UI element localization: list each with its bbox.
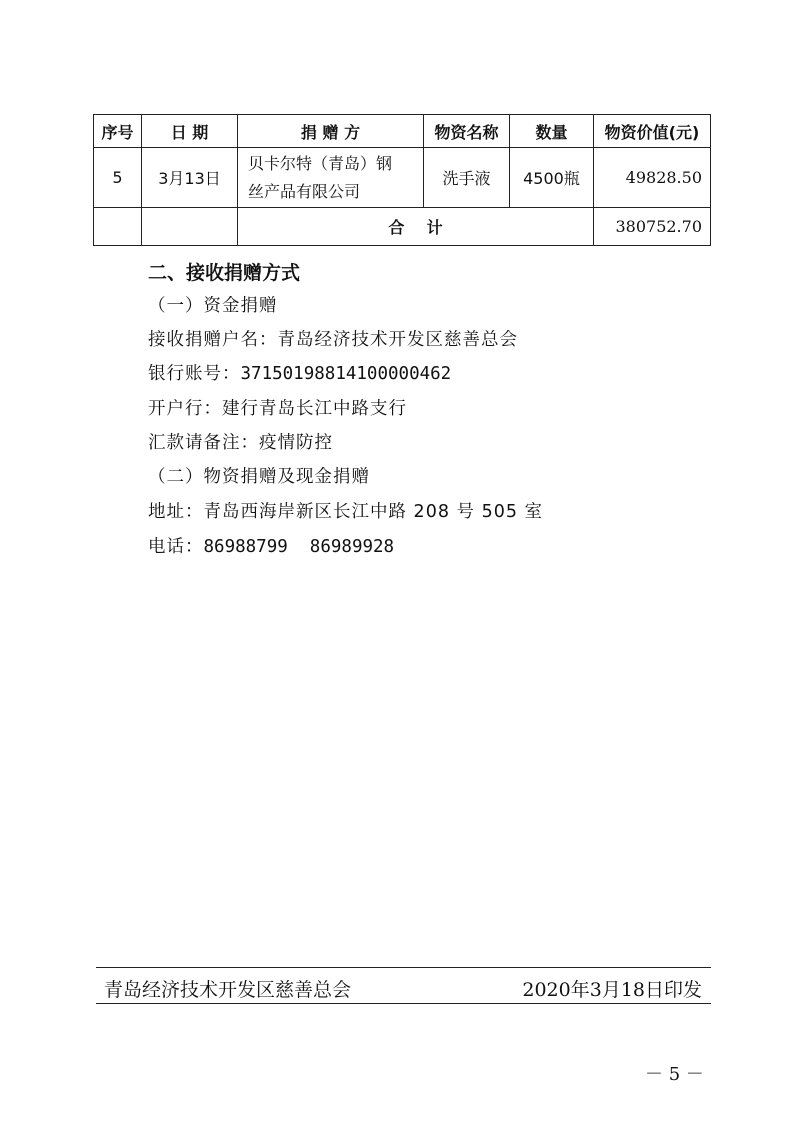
account-name-line: 接收捐赠户名：青岛经济技术开发区慈善总会 bbox=[148, 330, 518, 350]
header-quantity: 数量 bbox=[510, 115, 594, 148]
phone-label: 电话： bbox=[148, 537, 204, 557]
cell-item: 洗手液 bbox=[424, 148, 510, 208]
cell-value: 49828.50 bbox=[594, 148, 711, 208]
footer-organization: 青岛经济技术开发区慈善总会 bbox=[104, 979, 352, 1001]
cell-date: 3月13日 bbox=[142, 148, 238, 208]
page-number: － 5 － bbox=[645, 1064, 704, 1085]
remittance-note-line: 汇款请备注：疫情防控 bbox=[148, 433, 333, 453]
footer-issue-date: 2020年3月18日印发 bbox=[522, 979, 702, 1001]
footer-top-rule bbox=[96, 967, 711, 968]
total-empty-cell bbox=[94, 208, 142, 246]
bank-line: 开户行：建行青岛长江中路支行 bbox=[148, 399, 407, 419]
phone-number: 86988799 bbox=[203, 537, 288, 557]
donation-table bbox=[93, 114, 711, 246]
header-date: 日 期 bbox=[142, 115, 238, 148]
section-heading: 二、接收捐赠方式 bbox=[148, 262, 301, 284]
bank-account-line bbox=[148, 360, 451, 385]
donor-line: 丝产品有限公司 bbox=[248, 181, 361, 201]
header-donor: 捐 赠 方 bbox=[238, 115, 424, 148]
cell-donor bbox=[238, 148, 424, 208]
header-value: 物资价值(元) bbox=[594, 115, 711, 148]
table-row bbox=[94, 148, 711, 208]
phone-number: 86989928 bbox=[309, 537, 395, 557]
table-header-row bbox=[94, 115, 711, 148]
bank-account-number: 37150198814100000462 bbox=[240, 364, 452, 384]
funds-donation-subheading: （一）资金捐赠 bbox=[148, 296, 278, 316]
header-serial: 序号 bbox=[94, 115, 142, 148]
total-label: 合 计 bbox=[238, 208, 594, 246]
goods-donation-subheading: （二）物资捐赠及现金捐赠 bbox=[148, 467, 370, 487]
bank-account-label: 银行账号： bbox=[148, 364, 241, 384]
footer-bottom-rule bbox=[96, 1003, 711, 1004]
address-line: 地址：青岛西海岸新区长江中路 208 号 505 室 bbox=[148, 502, 544, 522]
donor-line: 贝卡尔特（青岛）钢 bbox=[248, 153, 393, 173]
header-item: 物资名称 bbox=[424, 115, 510, 148]
phone-line bbox=[148, 533, 394, 558]
cell-serial: 5 bbox=[94, 148, 142, 208]
total-empty-cell bbox=[142, 208, 238, 246]
total-row bbox=[94, 208, 711, 246]
total-value: 380752.70 bbox=[594, 208, 711, 246]
cell-quantity: 4500瓶 bbox=[510, 148, 594, 208]
